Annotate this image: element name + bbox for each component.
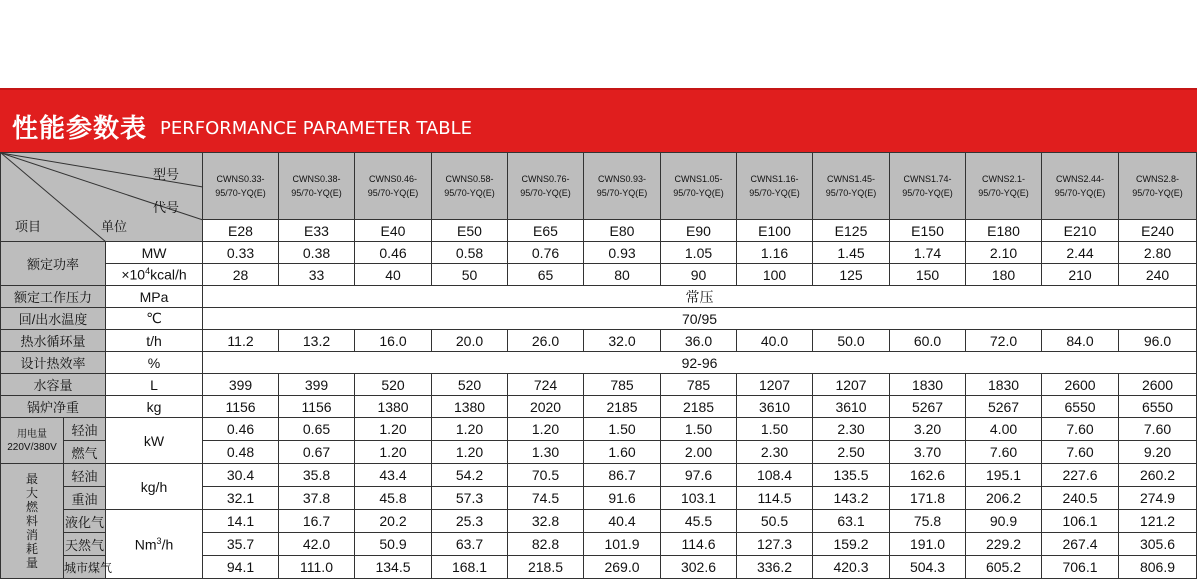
fuel-natural-gas-cell: 114.6 bbox=[661, 533, 737, 556]
model-code-cell: E210 bbox=[1042, 220, 1119, 242]
net-weight-cell: 6550 bbox=[1042, 396, 1119, 418]
model-name-line1: CWNS0.76- bbox=[521, 174, 570, 184]
temperature-value: 70/95 bbox=[203, 308, 1197, 330]
fuel-lpg-cell: 40.4 bbox=[584, 510, 661, 533]
power-light-oil-cell: 3.20 bbox=[890, 418, 966, 441]
model-name-line1: CWNS1.74- bbox=[903, 174, 952, 184]
fuel-natural-gas-cell: 82.8 bbox=[508, 533, 584, 556]
model-name-line2: 95/70-YQ(E) bbox=[902, 188, 953, 198]
power-use-label bbox=[1, 418, 64, 464]
net-weight-cell: 5267 bbox=[966, 396, 1042, 418]
rated-power-kcal-cell: 180 bbox=[966, 264, 1042, 286]
power-gas-cell: 1.20 bbox=[432, 441, 508, 464]
code-label: 代号 bbox=[153, 200, 180, 215]
fuel-light-oil-cell: 195.1 bbox=[966, 464, 1042, 487]
model-code-cell: E80 bbox=[584, 220, 661, 242]
fuel-lpg-cell: 75.8 bbox=[890, 510, 966, 533]
model-name-line1: CWNS2.1- bbox=[982, 174, 1026, 184]
net-weight-cell: 2185 bbox=[661, 396, 737, 418]
circulation-cell: 40.0 bbox=[737, 330, 813, 352]
model-name-cell bbox=[890, 153, 966, 220]
fuel-city-gas-cell: 111.0 bbox=[279, 556, 355, 579]
rated-power-mw-cell: 2.44 bbox=[1042, 242, 1119, 264]
unit-kcal-suffix: kcal/h bbox=[150, 266, 187, 283]
power-light-oil-cell: 1.20 bbox=[508, 418, 584, 441]
circulation-cell: 36.0 bbox=[661, 330, 737, 352]
net-weight-cell: 2020 bbox=[508, 396, 584, 418]
fuel-lpg-cell: 45.5 bbox=[661, 510, 737, 533]
model-name-cell bbox=[203, 153, 279, 220]
fuel-city-gas-cell: 806.9 bbox=[1119, 556, 1197, 579]
power-light-oil-cell: 1.50 bbox=[661, 418, 737, 441]
corner-header bbox=[1, 153, 203, 242]
fuel-natural-gas-cell: 50.9 bbox=[355, 533, 432, 556]
model-name-line2: 95/70-YQ(E) bbox=[291, 188, 342, 198]
fuel-lpg-cell: 121.2 bbox=[1119, 510, 1197, 533]
power-gas-cell: 0.67 bbox=[279, 441, 355, 464]
fuel-natural-gas-cell: 127.3 bbox=[737, 533, 813, 556]
power-light-oil-cell: 1.50 bbox=[584, 418, 661, 441]
fuel-heavy-oil-cell: 45.8 bbox=[355, 487, 432, 510]
water-capacity-label: 水容量 bbox=[1, 374, 106, 396]
efficiency-unit: % bbox=[106, 352, 203, 374]
power-gas-label: 燃气 bbox=[64, 441, 106, 464]
net-weight-unit: kg bbox=[106, 396, 203, 418]
model-code-cell: E240 bbox=[1119, 220, 1197, 242]
model-code-cell: E65 bbox=[508, 220, 584, 242]
net-weight-cell: 1380 bbox=[432, 396, 508, 418]
item-label: 项目 bbox=[15, 219, 42, 234]
power-gas-cell: 7.60 bbox=[1042, 441, 1119, 464]
model-name-cell bbox=[661, 153, 737, 220]
fuel-heavy-oil-cell: 206.2 bbox=[966, 487, 1042, 510]
fuel-label bbox=[1, 464, 64, 579]
fuel-natural-gas-cell: 159.2 bbox=[813, 533, 890, 556]
circulation-cell: 20.0 bbox=[432, 330, 508, 352]
rated-power-kcal-cell: 150 bbox=[890, 264, 966, 286]
pressure-label: 额定工作压力 bbox=[1, 286, 106, 308]
model-name-line2: 95/70-YQ(E) bbox=[367, 188, 419, 198]
title-en: PERFORMANCE PARAMETER TABLE bbox=[160, 118, 473, 139]
model-name-line2: 95/70-YQ(E) bbox=[444, 188, 495, 198]
model-name-line2: 95/70-YQ(E) bbox=[520, 188, 571, 198]
model-name-line2: 95/70-YQ(E) bbox=[596, 188, 648, 198]
fuel-heavy-oil-cell: 103.1 bbox=[661, 487, 737, 510]
performance-table bbox=[0, 152, 1197, 579]
fuel-light-oil-cell: 162.6 bbox=[890, 464, 966, 487]
model-name-line1: CWNS0.33- bbox=[216, 174, 265, 184]
water-capacity-cell: 1830 bbox=[890, 374, 966, 396]
fuel-heavy-oil-cell: 240.5 bbox=[1042, 487, 1119, 510]
model-name-line2: 95/70-YQ(E) bbox=[673, 188, 724, 198]
rated-power-mw-cell: 1.16 bbox=[737, 242, 813, 264]
rated-power-kcal-cell: 125 bbox=[813, 264, 890, 286]
rated-power-mw-cell: 2.80 bbox=[1119, 242, 1197, 264]
power-gas-cell: 1.30 bbox=[508, 441, 584, 464]
fuel-light-oil-cell: 97.6 bbox=[661, 464, 737, 487]
rated-power-kcal-cell: 100 bbox=[737, 264, 813, 286]
net-weight-cell: 1156 bbox=[279, 396, 355, 418]
fuel-heavy-oil-cell: 114.5 bbox=[737, 487, 813, 510]
net-weight-cell: 3610 bbox=[737, 396, 813, 418]
fuel-lpg-cell: 63.1 bbox=[813, 510, 890, 533]
fuel-natural-gas-cell: 35.7 bbox=[203, 533, 279, 556]
net-weight-cell: 1380 bbox=[355, 396, 432, 418]
circulation-cell: 50.0 bbox=[813, 330, 890, 352]
fuel-light-oil-cell: 30.4 bbox=[203, 464, 279, 487]
power-gas-cell: 2.00 bbox=[661, 441, 737, 464]
circulation-cell: 16.0 bbox=[355, 330, 432, 352]
power-gas-cell: 1.60 bbox=[584, 441, 661, 464]
model-code-cell: E180 bbox=[966, 220, 1042, 242]
model-code-cell: E40 bbox=[355, 220, 432, 242]
fuel-natural-gas-cell: 191.0 bbox=[890, 533, 966, 556]
fuel-lpg-label: 液化气 bbox=[64, 510, 106, 533]
fuel-light-oil-cell: 43.4 bbox=[355, 464, 432, 487]
model-name-line2: 95/70-YQ(E) bbox=[978, 188, 1029, 198]
temperature-label: 回/出水温度 bbox=[1, 308, 106, 330]
fuel-heavy-oil-cell: 91.6 bbox=[584, 487, 661, 510]
circulation-cell: 72.0 bbox=[966, 330, 1042, 352]
fuel-heavy-oil-label: 重油 bbox=[64, 487, 106, 510]
temperature-unit: ℃ bbox=[106, 308, 203, 330]
fuel-natural-gas-cell: 42.0 bbox=[279, 533, 355, 556]
circulation-cell: 13.2 bbox=[279, 330, 355, 352]
power-gas-cell: 0.48 bbox=[203, 441, 279, 464]
unit-kcal-exp: 4 bbox=[145, 266, 151, 277]
fuel-lpg-cell: 90.9 bbox=[966, 510, 1042, 533]
model-name-cell bbox=[1119, 153, 1197, 220]
rated-power-kcal-cell: 80 bbox=[584, 264, 661, 286]
fuel-light-oil-cell: 54.2 bbox=[432, 464, 508, 487]
water-capacity-cell: 520 bbox=[432, 374, 508, 396]
power-light-oil-cell: 7.60 bbox=[1042, 418, 1119, 441]
net-weight-cell: 1156 bbox=[203, 396, 279, 418]
power-gas-cell: 3.70 bbox=[890, 441, 966, 464]
model-name-line1: CWNS1.05- bbox=[674, 174, 723, 184]
model-name-line1: CWNS0.93- bbox=[598, 174, 647, 184]
rated-power-mw-cell: 0.38 bbox=[279, 242, 355, 264]
unit-kcal-prefix: ×10 bbox=[121, 266, 146, 283]
model-code-cell: E125 bbox=[813, 220, 890, 242]
water-capacity-cell: 399 bbox=[279, 374, 355, 396]
rated-power-kcal-cell: 240 bbox=[1119, 264, 1197, 286]
power-gas-cell: 1.20 bbox=[355, 441, 432, 464]
fuel-heavy-oil-cell: 143.2 bbox=[813, 487, 890, 510]
power-gas-cell: 9.20 bbox=[1119, 441, 1197, 464]
fuel-natural-gas-label: 天然气 bbox=[64, 533, 106, 556]
power-light-oil-cell: 0.65 bbox=[279, 418, 355, 441]
water-capacity-cell: 399 bbox=[203, 374, 279, 396]
model-name-cell bbox=[1042, 153, 1119, 220]
net-weight-cell: 2185 bbox=[584, 396, 661, 418]
net-weight-label: 锅炉净重 bbox=[1, 396, 106, 418]
fuel-lpg-cell: 14.1 bbox=[203, 510, 279, 533]
circulation-cell: 60.0 bbox=[890, 330, 966, 352]
power-light-oil-cell: 1.20 bbox=[355, 418, 432, 441]
water-capacity-cell: 785 bbox=[584, 374, 661, 396]
fuel-heavy-oil-cell: 57.3 bbox=[432, 487, 508, 510]
model-name-line1: CWNS1.45- bbox=[827, 174, 876, 184]
fuel-lpg-cell: 25.3 bbox=[432, 510, 508, 533]
net-weight-cell: 6550 bbox=[1119, 396, 1197, 418]
fuel-lpg-cell: 50.5 bbox=[737, 510, 813, 533]
fuel-natural-gas-cell: 63.7 bbox=[432, 533, 508, 556]
model-name-line1: CWNS2.44- bbox=[1056, 174, 1105, 184]
power-use-line2: 220V/380V bbox=[7, 441, 57, 453]
fuel-natural-gas-cell: 305.6 bbox=[1119, 533, 1197, 556]
fuel-city-gas-cell: 269.0 bbox=[584, 556, 661, 579]
fuel-city-gas-cell: 504.3 bbox=[890, 556, 966, 579]
rated-power-kcal-cell: 210 bbox=[1042, 264, 1119, 286]
water-capacity-cell: 2600 bbox=[1042, 374, 1119, 396]
water-capacity-cell: 785 bbox=[661, 374, 737, 396]
fuel-label-text: 最大燃料消耗量 bbox=[25, 472, 38, 570]
fuel-city-gas-cell: 420.3 bbox=[813, 556, 890, 579]
fuel-gas-unit-suffix: /h bbox=[161, 536, 174, 553]
model-label: 型号 bbox=[153, 167, 180, 182]
water-capacity-unit: L bbox=[106, 374, 203, 396]
rated-power-mw-cell: 1.05 bbox=[661, 242, 737, 264]
water-capacity-cell: 1830 bbox=[966, 374, 1042, 396]
model-name-line1: CWNS0.38- bbox=[292, 174, 341, 184]
water-capacity-cell: 724 bbox=[508, 374, 584, 396]
rated-power-label: 额定功率 bbox=[1, 242, 106, 286]
water-capacity-cell: 520 bbox=[355, 374, 432, 396]
power-light-oil-cell: 1.50 bbox=[737, 418, 813, 441]
circulation-cell: 84.0 bbox=[1042, 330, 1119, 352]
rated-power-kcal-cell: 28 bbox=[203, 264, 279, 286]
efficiency-label: 设计热效率 bbox=[1, 352, 106, 374]
model-code-cell: E33 bbox=[279, 220, 355, 242]
circulation-cell: 26.0 bbox=[508, 330, 584, 352]
fuel-city-gas-label: 城市煤气 bbox=[64, 556, 106, 579]
water-capacity-cell: 1207 bbox=[813, 374, 890, 396]
circulation-cell: 11.2 bbox=[203, 330, 279, 352]
fuel-light-oil-cell: 108.4 bbox=[737, 464, 813, 487]
fuel-heavy-oil-cell: 37.8 bbox=[279, 487, 355, 510]
fuel-natural-gas-cell: 267.4 bbox=[1042, 533, 1119, 556]
rated-power-mw-cell: 2.10 bbox=[966, 242, 1042, 264]
fuel-city-gas-cell: 336.2 bbox=[737, 556, 813, 579]
title-cn: 性能参数表 bbox=[12, 114, 148, 144]
pressure-value: 常压 bbox=[203, 286, 1197, 308]
rated-power-kcal-cell: 90 bbox=[661, 264, 737, 286]
fuel-city-gas-cell: 605.2 bbox=[966, 556, 1042, 579]
fuel-natural-gas-cell: 101.9 bbox=[584, 533, 661, 556]
water-capacity-cell: 2600 bbox=[1119, 374, 1197, 396]
power-gas-cell: 7.60 bbox=[966, 441, 1042, 464]
fuel-light-oil-cell: 86.7 bbox=[584, 464, 661, 487]
rated-power-kcal-cell: 50 bbox=[432, 264, 508, 286]
fuel-gas-unit-prefix: Nm bbox=[134, 536, 157, 553]
model-name-cell bbox=[355, 153, 432, 220]
model-name-line2: 95/70-YQ(E) bbox=[749, 188, 800, 198]
model-code-cell: E150 bbox=[890, 220, 966, 242]
model-name-line2: 95/70-YQ(E) bbox=[1132, 188, 1183, 198]
fuel-city-gas-cell: 134.5 bbox=[355, 556, 432, 579]
fuel-city-gas-cell: 168.1 bbox=[432, 556, 508, 579]
fuel-light-oil-cell: 35.8 bbox=[279, 464, 355, 487]
model-name-cell bbox=[966, 153, 1042, 220]
model-code-cell: E100 bbox=[737, 220, 813, 242]
rated-power-mw-cell: 1.74 bbox=[890, 242, 966, 264]
fuel-heavy-oil-cell: 274.9 bbox=[1119, 487, 1197, 510]
fuel-heavy-oil-cell: 74.5 bbox=[508, 487, 584, 510]
pressure-unit: MPa bbox=[106, 286, 203, 308]
power-light-oil-cell: 4.00 bbox=[966, 418, 1042, 441]
model-name-cell bbox=[813, 153, 890, 220]
model-name-line1: CWNS1.16- bbox=[750, 174, 799, 184]
power-light-oil-label: 轻油 bbox=[64, 418, 106, 441]
rated-power-mw-cell: 0.93 bbox=[584, 242, 661, 264]
model-code-cell: E50 bbox=[432, 220, 508, 242]
model-name-line2: 95/70-YQ(E) bbox=[215, 188, 266, 198]
unit-mw: MW bbox=[106, 242, 203, 264]
rated-power-mw-cell: 0.33 bbox=[203, 242, 279, 264]
rated-power-mw-cell: 1.45 bbox=[813, 242, 890, 264]
circulation-cell: 96.0 bbox=[1119, 330, 1197, 352]
fuel-city-gas-cell: 706.1 bbox=[1042, 556, 1119, 579]
fuel-light-oil-cell: 260.2 bbox=[1119, 464, 1197, 487]
fuel-gas-unit bbox=[106, 510, 203, 579]
model-name-line1: CWNS0.46- bbox=[369, 174, 418, 184]
power-light-oil-cell: 0.46 bbox=[203, 418, 279, 441]
model-name-line2: 95/70-YQ(E) bbox=[1054, 188, 1106, 198]
rated-power-kcal-cell: 33 bbox=[279, 264, 355, 286]
unit-kcal bbox=[106, 264, 203, 286]
fuel-city-gas-cell: 218.5 bbox=[508, 556, 584, 579]
model-code-cell: E28 bbox=[203, 220, 279, 242]
fuel-city-gas-cell: 94.1 bbox=[203, 556, 279, 579]
rated-power-kcal-cell: 65 bbox=[508, 264, 584, 286]
water-capacity-cell: 1207 bbox=[737, 374, 813, 396]
power-light-oil-cell: 1.20 bbox=[432, 418, 508, 441]
circulation-unit: t/h bbox=[106, 330, 203, 352]
efficiency-value: 92-96 bbox=[203, 352, 1197, 374]
power-light-oil-cell: 2.30 bbox=[813, 418, 890, 441]
power-use-line1: 用电量 bbox=[17, 428, 47, 440]
fuel-lpg-cell: 20.2 bbox=[355, 510, 432, 533]
net-weight-cell: 3610 bbox=[813, 396, 890, 418]
fuel-lpg-cell: 106.1 bbox=[1042, 510, 1119, 533]
fuel-heavy-oil-cell: 171.8 bbox=[890, 487, 966, 510]
fuel-lpg-cell: 16.7 bbox=[279, 510, 355, 533]
model-name-cell bbox=[279, 153, 355, 220]
circulation-label: 热水循环量 bbox=[1, 330, 106, 352]
fuel-heavy-oil-cell: 32.1 bbox=[203, 487, 279, 510]
rated-power-mw-cell: 0.58 bbox=[432, 242, 508, 264]
fuel-lpg-cell: 32.8 bbox=[508, 510, 584, 533]
title-banner bbox=[0, 88, 1197, 152]
fuel-light-oil-cell: 70.5 bbox=[508, 464, 584, 487]
unit-label: 单位 bbox=[101, 219, 128, 234]
power-unit: kW bbox=[106, 418, 203, 464]
model-code-cell: E90 bbox=[661, 220, 737, 242]
fuel-light-oil-cell: 135.5 bbox=[813, 464, 890, 487]
fuel-natural-gas-cell: 229.2 bbox=[966, 533, 1042, 556]
rated-power-kcal-cell: 40 bbox=[355, 264, 432, 286]
circulation-cell: 32.0 bbox=[584, 330, 661, 352]
net-weight-cell: 5267 bbox=[890, 396, 966, 418]
fuel-light-oil-cell: 227.6 bbox=[1042, 464, 1119, 487]
model-name-cell bbox=[737, 153, 813, 220]
model-name-line1: CWNS2.8- bbox=[1136, 174, 1180, 184]
model-name-cell bbox=[584, 153, 661, 220]
model-name-cell bbox=[508, 153, 584, 220]
model-name-cell bbox=[432, 153, 508, 220]
fuel-gas-unit-exp: 3 bbox=[156, 535, 162, 546]
fuel-city-gas-cell: 302.6 bbox=[661, 556, 737, 579]
rated-power-mw-cell: 0.76 bbox=[508, 242, 584, 264]
fuel-oil-unit: kg/h bbox=[106, 464, 203, 510]
fuel-light-oil-label: 轻油 bbox=[64, 464, 106, 487]
model-name-line2: 95/70-YQ(E) bbox=[825, 188, 877, 198]
power-gas-cell: 2.50 bbox=[813, 441, 890, 464]
model-name-line1: CWNS0.58- bbox=[445, 174, 494, 184]
power-gas-cell: 2.30 bbox=[737, 441, 813, 464]
rated-power-mw-cell: 0.46 bbox=[355, 242, 432, 264]
power-light-oil-cell: 7.60 bbox=[1119, 418, 1197, 441]
